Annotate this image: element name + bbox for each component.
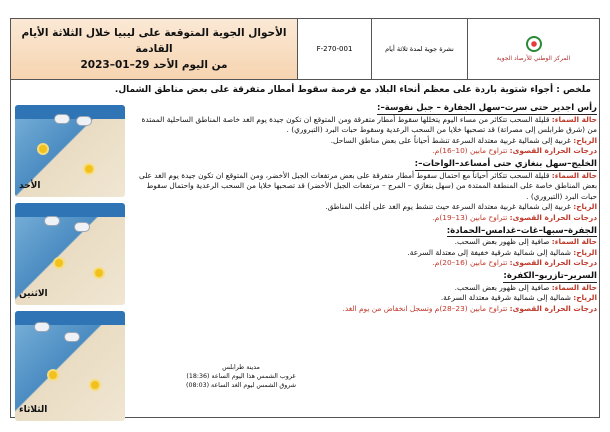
wind-text: غربية إلى شمالية غربية معتدلة السرعة تنشط أحياناً على بعض مناطق الساحل. xyxy=(330,135,571,145)
rain-cloud-icon xyxy=(55,115,69,123)
sun-icon xyxy=(95,269,103,277)
bulletin-page xyxy=(10,18,600,418)
header xyxy=(11,19,599,80)
sun-icon xyxy=(39,145,47,153)
region-title: الخليج–سهل بنغازي حتى أمساعد–الواحات–: xyxy=(414,158,597,169)
forecast-map-day-1 xyxy=(15,105,125,197)
summary: ملخص : أجواء شتوية باردة على معظم أنحاء البلاد مع فرصة سقوط أمطار متفرقة على بعض مناطق الشمال. xyxy=(114,85,591,95)
map-day-label: الأحد xyxy=(19,181,41,191)
sun-times xyxy=(141,363,341,390)
map-day-label: الاثنين xyxy=(19,289,48,299)
rain-cloud-icon xyxy=(35,323,49,331)
sky-text: قليلة السحب تتكاثر أحياناً مع احتمال سقوط أمطار متفرقة على بعض مرتفعات الجبل الأخضر، ومن المتوقع ان تكون جيدة يوم الغد على بعض المناطق خاصة على المنطقة الممتدة من (سهل بنغازي – المرج – مرتفعات الجبل الأخضر) قد تصحبها خلايا من السحب الرعدية واحتمال سقوط حبات البرد (التبروري) . xyxy=(138,170,597,201)
sun-icon xyxy=(91,381,99,389)
region-section xyxy=(131,157,597,224)
sun-icon xyxy=(49,371,57,379)
sunrise-time: شروق الشمس ليوم الغد الساعة (08:03) xyxy=(185,382,297,389)
temp-label: درجات الحرارة القصوى: xyxy=(509,146,597,156)
wind-text: شمالية إلى شمالية شرقية معتدلة السرعة. xyxy=(440,293,571,303)
rain-cloud-icon xyxy=(77,117,91,125)
sky-label: حالة السماء: xyxy=(551,237,597,247)
sun-icon xyxy=(85,165,93,173)
wind-label: الرياح: xyxy=(573,293,597,303)
region-title: رأس اجدير حتى سرت–سهل الجفارة – جبل نفوسة–: xyxy=(377,103,597,113)
header-title xyxy=(11,19,297,79)
document-code: F-270-001 xyxy=(297,19,371,79)
map-day-label: الثلاثاء xyxy=(19,405,48,415)
sky-text: صافية إلى ظهور بعض السحب. xyxy=(454,282,550,292)
sky-label: حالة السماء: xyxy=(551,114,597,124)
sky-label: حالة السماء: xyxy=(551,170,597,180)
wind-text: غربية إلى شمالية غربية معتدلة السرعة حيث تنشط يوم الغد على أغلب المناطق. xyxy=(325,202,571,212)
sun-city: مدينة طرابلس xyxy=(222,364,260,371)
sky-text: صافية إلى ظهور بعض السحب. xyxy=(454,237,550,247)
temp-label: درجات الحرارة القصوى: xyxy=(509,303,597,313)
title-line-1: الأحوال الجوية المتوقعة على ليبيا خلال الثلاثة الأيام القادمة xyxy=(21,27,287,55)
title-line-2: من اليوم الأحد 29–01–2023 xyxy=(80,59,228,71)
organization xyxy=(467,19,599,79)
org-logo-icon xyxy=(526,36,542,52)
regional-forecasts xyxy=(131,101,597,314)
rain-cloud-icon xyxy=(45,217,59,225)
region-section xyxy=(131,224,597,269)
sky-text: قليلة السحب تتكاثر من مساء اليوم يتخللها سقوط أمطار متفرقة ومن المتوقع ان تكون جيدة يوم الغد خاصة المناطق الساحلية الممتدة من (شرق طرابلس إلى مصراتة) قد تصحبها خلايا من السحب الرعدية وسقوط حبات البرد (التبروري) . xyxy=(141,114,597,135)
sun-icon xyxy=(55,259,63,267)
temp-text: تتراوح مابين (16–20)م. xyxy=(432,258,508,268)
region-section xyxy=(131,269,597,314)
wind-label: الرياح: xyxy=(573,202,597,212)
temp-label: درجات الحرارة القصوى: xyxy=(509,212,597,222)
sunset-time: غروب الشمس هذا اليوم الساعة (18:36) xyxy=(186,373,296,380)
rain-cloud-icon xyxy=(75,223,89,231)
forecast-map-day-3 xyxy=(15,311,125,421)
rain-cloud-icon xyxy=(65,333,79,341)
wind-label: الرياح: xyxy=(573,135,597,145)
temp-text: تتراوح مابين (13–19)م. xyxy=(432,212,508,222)
wind-text: شمالية إلى شمالية شرقية خفيفة إلى معتدلة السرعة. xyxy=(407,247,571,257)
sky-label: حالة السماء: xyxy=(551,282,597,292)
region-title: السرير–تازربو–الكفرة: xyxy=(503,270,597,281)
temp-text: تتراوح مابين (10–16)م. xyxy=(432,146,508,156)
region-title: الجفرة–سبها–غات–غدامس–الحمادة: xyxy=(446,225,597,236)
region-section xyxy=(131,101,597,157)
temp-label: درجات الحرارة القصوى: xyxy=(509,258,597,268)
temp-text: تتراوح مابين (23–28)م وتسجل انخفاض من يوم الغد. xyxy=(342,303,508,313)
wind-label: الرياح: xyxy=(573,247,597,257)
forecast-map-day-2 xyxy=(15,203,125,305)
bulletin-subtitle: نشرة جوية لمدة ثلاثة أيام xyxy=(371,19,467,79)
org-name: المركز الوطني للأرصاد الجوية xyxy=(496,55,571,62)
